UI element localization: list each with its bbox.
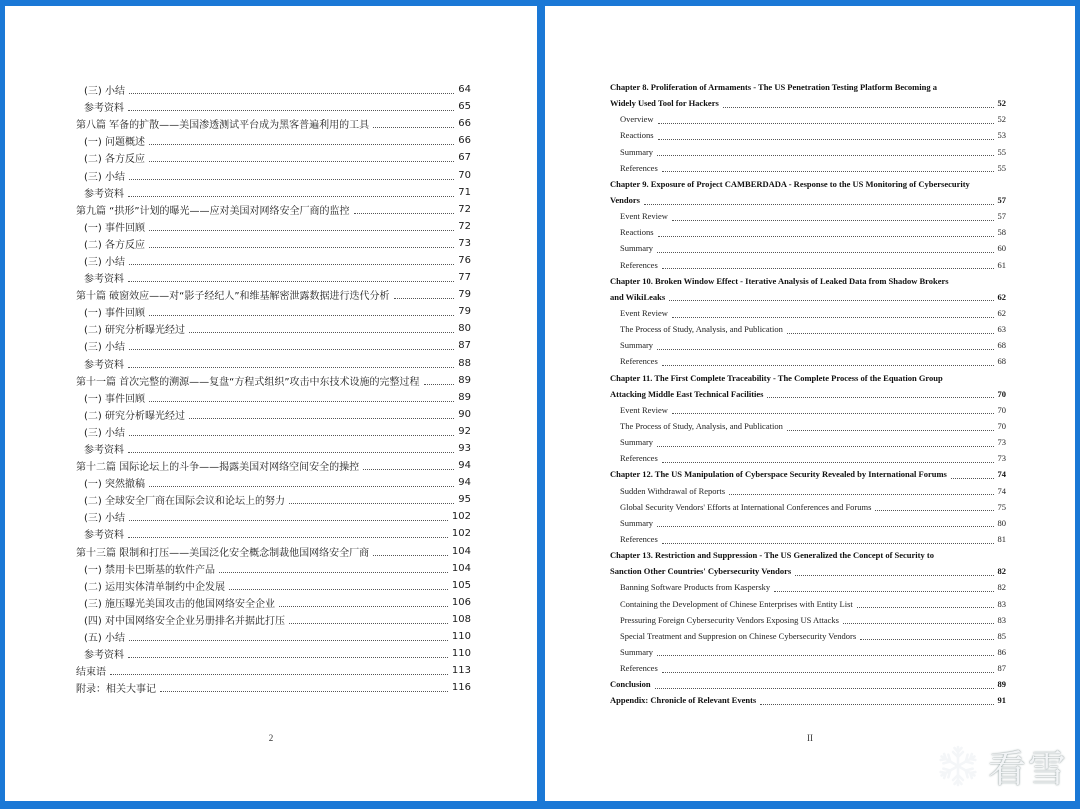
- dot-leader: [354, 213, 455, 214]
- toc-entry-page: 67: [458, 152, 471, 164]
- toc-entry-page: 108: [451, 613, 471, 625]
- toc-entry[interactable]: [610, 450, 1006, 466]
- toc-entry[interactable]: [610, 160, 1006, 176]
- toc-entry-page: 79: [458, 306, 471, 318]
- dot-leader: [658, 139, 994, 140]
- toc-entry[interactable]: [610, 321, 1006, 337]
- toc-entry[interactable]: [76, 525, 471, 542]
- toc-entry-page: 61: [997, 259, 1006, 270]
- toc-entry-page: 89: [458, 374, 471, 386]
- toc-entry-page: 85: [997, 630, 1006, 641]
- toc-entry[interactable]: [76, 184, 471, 201]
- toc-entry[interactable]: [76, 577, 471, 594]
- toc-entry-page: 62: [997, 308, 1006, 319]
- toc-entry[interactable]: [76, 474, 471, 491]
- toc-entry-label: (一) 事件回顾: [84, 390, 147, 405]
- dot-leader: [662, 462, 994, 463]
- toc-entry-page: 58: [997, 227, 1006, 238]
- dot-leader: [787, 430, 994, 431]
- toc-entry[interactable]: [76, 149, 471, 166]
- toc-entry[interactable]: [610, 676, 1006, 692]
- toc-entry-page: 75: [997, 501, 1006, 512]
- dot-leader: [875, 510, 993, 511]
- dot-leader: [795, 575, 993, 576]
- toc-entry-label: Summary: [620, 646, 654, 657]
- toc-entry-label: 参考资料: [84, 441, 126, 456]
- toc-entry-label: Chapter 10. Broken Window Effect - Iterative Analysis of Leaked Data from Shadow Brokers: [610, 275, 949, 286]
- toc-entry-label: (三) 小结: [84, 509, 127, 524]
- toc-entry-page: 73: [997, 437, 1006, 448]
- toc-entry[interactable]: [76, 662, 471, 679]
- toc-entry[interactable]: [610, 127, 1006, 143]
- toc-entry-page: 110: [451, 631, 471, 643]
- toc-entry-page: 53: [997, 130, 1006, 141]
- dot-leader: [149, 247, 454, 248]
- toc-entry-page: 52: [997, 114, 1006, 125]
- toc-entry-label: Containing the Development of Chinese Enterprises with Entity List: [620, 598, 853, 609]
- dot-leader: [657, 349, 993, 350]
- toc-entry-page: 70: [997, 388, 1006, 399]
- toc-entry[interactable]: [76, 611, 471, 628]
- toc-entry-label: 参考资料: [84, 526, 126, 541]
- toc-entry-page: 92: [458, 425, 471, 437]
- dot-leader: [129, 179, 454, 180]
- dot-leader: [658, 236, 994, 237]
- dot-leader: [394, 298, 455, 299]
- toc-entry-page: 94: [458, 477, 471, 489]
- toc-entry[interactable]: [76, 166, 471, 183]
- toc-entry-page: 72: [458, 220, 471, 232]
- toc-entry-page: 66: [458, 118, 471, 130]
- dot-leader: [289, 503, 454, 504]
- dot-leader: [128, 281, 454, 282]
- toc-entry-page: 70: [997, 421, 1006, 432]
- toc-entry-label: Summary: [620, 243, 654, 254]
- toc-entry-label: 第九篇 “拱形”计划的曝光——应对美国对网络安全厂商的监控: [76, 202, 352, 217]
- dot-leader: [149, 230, 454, 231]
- toc-entry[interactable]: [610, 257, 1006, 273]
- toc-entry[interactable]: [76, 235, 471, 252]
- toc-entry-label: 参考资料: [84, 185, 126, 200]
- toc-entry[interactable]: [610, 499, 1006, 515]
- toc-entry[interactable]: [76, 201, 471, 218]
- dot-leader: [951, 478, 994, 479]
- dot-leader: [149, 315, 454, 316]
- dot-leader: [189, 418, 454, 419]
- dot-leader: [723, 107, 994, 108]
- dot-leader: [128, 196, 454, 197]
- toc-entry[interactable]: [76, 252, 471, 269]
- toc-entry[interactable]: [610, 547, 1006, 563]
- toc-entry-label: (三) 小结: [84, 82, 127, 97]
- toc-entry[interactable]: [610, 628, 1006, 644]
- toc-entry-label: Sudden Withdrawal of Reports: [620, 485, 726, 496]
- dot-leader: [843, 623, 994, 624]
- dot-leader: [655, 688, 994, 689]
- toc-entry-label: (二) 研究分析曝光经过: [84, 321, 187, 336]
- dot-leader: [774, 591, 993, 592]
- toc-entry-label: 结束语: [76, 663, 108, 678]
- dot-leader: [129, 93, 454, 94]
- toc-entry-page: 87: [997, 663, 1006, 674]
- left-page: [5, 6, 537, 801]
- dot-leader: [729, 494, 993, 495]
- toc-entry[interactable]: [76, 508, 471, 525]
- toc-entry[interactable]: [610, 144, 1006, 160]
- page-number: II: [807, 733, 813, 743]
- dot-leader: [149, 144, 454, 145]
- toc-entry-page: 66: [458, 135, 471, 147]
- toc-entry-page: 79: [458, 289, 471, 301]
- dot-leader: [129, 520, 448, 521]
- dot-leader: [128, 537, 448, 538]
- toc-entry-label: and WikiLeaks: [610, 291, 666, 302]
- toc-entry-page: 82: [997, 582, 1006, 593]
- dot-leader: [657, 252, 993, 253]
- toc-entry-label: Chapter 11. The First Complete Traceability - The Complete Process of the Equation Group: [610, 372, 943, 383]
- toc-entry[interactable]: [610, 531, 1006, 547]
- dot-leader: [128, 110, 454, 111]
- dot-leader: [662, 543, 994, 544]
- toc-entry-page: 68: [997, 356, 1006, 367]
- toc-entry-page: 76: [458, 254, 471, 266]
- toc-entry-label: Vendors: [610, 195, 640, 206]
- watermark: [936, 738, 1068, 793]
- toc-entry-page: 55: [997, 146, 1006, 157]
- toc-entry-page: 87: [458, 340, 471, 352]
- toc-entry-label: (三) 小结: [84, 338, 127, 353]
- toc-entry[interactable]: [76, 320, 471, 337]
- toc-entry-page: 94: [458, 460, 471, 472]
- toc-entry-page: 73: [458, 237, 471, 249]
- dot-leader: [662, 365, 994, 366]
- toc-entry[interactable]: [610, 692, 1006, 708]
- toc-entry-label: 参考资料: [84, 356, 126, 371]
- toc-entry-page: 70: [997, 404, 1006, 415]
- dot-leader: [662, 268, 994, 269]
- toc-entry[interactable]: [610, 579, 1006, 595]
- dot-leader: [669, 300, 993, 301]
- toc-entry[interactable]: [610, 515, 1006, 531]
- toc-entry[interactable]: [610, 224, 1006, 240]
- toc-entry-label: 第八篇 军备的扩散——美国渗透测试平台成为黑客普遍利用的工具: [76, 116, 371, 131]
- toc-entry[interactable]: [76, 645, 471, 662]
- toc-entry[interactable]: [76, 337, 471, 354]
- toc-entry-page: 68: [997, 340, 1006, 351]
- toc-entry[interactable]: [610, 563, 1006, 579]
- dot-leader: [129, 264, 454, 265]
- page-number: 2: [268, 733, 274, 743]
- toc-entry-label: Summary: [620, 437, 654, 448]
- toc-entry-page: 73: [997, 453, 1006, 464]
- toc-entry[interactable]: [76, 115, 471, 132]
- toc-entry-page: 89: [997, 679, 1006, 690]
- toc-entry[interactable]: [76, 269, 471, 286]
- toc-entry-label: (三) 小结: [84, 168, 127, 183]
- toc-entry[interactable]: [76, 389, 471, 406]
- dot-leader: [657, 655, 993, 656]
- toc-entry-page: 80: [997, 517, 1006, 528]
- dot-leader: [149, 401, 454, 402]
- dot-leader: [129, 435, 454, 436]
- toc-entry-label: 第十一篇 首次完整的溯源——复盘“方程式组织”攻击中东技术设施的完整过程: [76, 373, 422, 388]
- toc-entry-page: 83: [997, 614, 1006, 625]
- toc-entry-label: Event Review: [620, 404, 668, 415]
- toc-entry-label: (一) 问题概述: [84, 133, 147, 148]
- toc-entry[interactable]: [76, 440, 471, 457]
- toc-entry-page: 71: [458, 186, 471, 198]
- toc-entry[interactable]: [610, 353, 1006, 369]
- toc-entry-label: (二) 各方反应: [84, 236, 147, 251]
- toc-entry[interactable]: [76, 355, 471, 372]
- toc-entry-label: Global Security Vendors' Efforts at International Conferences and Forums: [620, 501, 872, 512]
- toc-entry-page: 90: [458, 408, 471, 420]
- toc-entry-page: 106: [451, 596, 471, 608]
- toc-entry-page: 104: [451, 545, 471, 557]
- dot-leader: [160, 691, 448, 692]
- toc-entry-label: 第十三篇 限制和打压——美国泛化安全概念制裁他国网络安全厂商: [76, 544, 371, 559]
- dot-leader: [657, 526, 993, 527]
- dot-leader: [149, 486, 454, 487]
- toc-entry-page: 82: [997, 566, 1006, 577]
- toc-entry-label: 参考资料: [84, 270, 126, 285]
- toc-entry[interactable]: [610, 240, 1006, 256]
- toc-entry-label: Event Review: [620, 308, 668, 319]
- toc-entry-label: The Process of Study, Analysis, and Publication: [620, 421, 783, 432]
- toc-entry[interactable]: [76, 423, 471, 440]
- toc-entry-label: References: [620, 356, 658, 367]
- dot-leader: [128, 657, 448, 658]
- toc-entry-label: (二) 研究分析曝光经过: [84, 407, 187, 422]
- dot-leader: [128, 452, 454, 453]
- toc-entry-page: 91: [997, 695, 1006, 706]
- toc-entry-label: Sanction Other Countries' Cybersecurity Vendors: [610, 566, 792, 577]
- toc-entry-page: 105: [451, 579, 471, 591]
- toc-entry-label: References: [620, 259, 658, 270]
- toc-entry[interactable]: [76, 218, 471, 235]
- toc-entry-page: 70: [458, 169, 471, 181]
- toc-entry[interactable]: [610, 660, 1006, 676]
- toc-entry-label: Conclusion: [610, 679, 651, 690]
- toc-entry-label: 第十篇 破窗效应——对“影子经纪人”和维基解密泄露数据进行迭代分析: [76, 287, 392, 302]
- toc-entry-label: Appendix: Chronicle of Relevant Events: [610, 695, 757, 706]
- toc-entry-label: (三) 小结: [84, 253, 127, 268]
- dot-leader: [219, 572, 448, 573]
- toc-entry-page: 57: [997, 195, 1006, 206]
- dot-leader: [787, 333, 994, 334]
- dot-leader: [658, 123, 994, 124]
- toc-entry-page: 113: [451, 665, 471, 677]
- dot-leader: [110, 674, 448, 675]
- dot-leader: [644, 204, 994, 205]
- toc-entry-page: 72: [458, 203, 471, 215]
- toc-entry-page: 60: [997, 243, 1006, 254]
- toc-entry-page: 55: [997, 162, 1006, 173]
- dot-leader: [662, 171, 994, 172]
- dot-leader: [373, 555, 448, 556]
- toc-entry[interactable]: [610, 370, 1006, 386]
- table-of-contents-english: [545, 79, 1075, 708]
- toc-entry[interactable]: [610, 176, 1006, 192]
- dot-leader: [424, 384, 455, 385]
- toc-entry-page: 104: [451, 562, 471, 574]
- toc-entry-label: Chapter 12. The US Manipulation of Cyberspace Security Revealed by International Forums: [610, 469, 947, 480]
- toc-entry-label: Attacking Middle East Technical Facilities: [610, 388, 764, 399]
- toc-entry-page: 102: [451, 528, 471, 540]
- toc-entry[interactable]: [610, 111, 1006, 127]
- toc-entry[interactable]: [76, 372, 471, 389]
- dot-leader: [149, 161, 454, 162]
- toc-entry-label: Summary: [620, 340, 654, 351]
- toc-entry[interactable]: [610, 596, 1006, 612]
- toc-entry-label: (一) 禁用卡巴斯基的软件产品: [84, 561, 217, 576]
- toc-entry-label: References: [620, 534, 658, 544]
- toc-entry[interactable]: [610, 273, 1006, 289]
- toc-entry-label: Special Treatment and Suppresion on Chinese Cybersecurity Vendors: [620, 630, 857, 641]
- toc-entry-page: 93: [458, 443, 471, 455]
- toc-entry-label: Chapter 9. Exposure of Project CAMBERDADA - Response to the US Monitoring of Cybersecurity: [610, 178, 970, 189]
- dot-leader: [373, 127, 454, 128]
- toc-entry[interactable]: [610, 644, 1006, 660]
- toc-entry[interactable]: [76, 594, 471, 611]
- dot-leader: [672, 220, 994, 221]
- toc-entry[interactable]: [610, 289, 1006, 305]
- toc-entry-page: 102: [451, 511, 471, 523]
- dot-leader: [672, 413, 994, 414]
- dot-leader: [128, 367, 454, 368]
- toc-entry-page: 63: [997, 324, 1006, 335]
- toc-entry-label: Reactions: [620, 130, 654, 141]
- toc-entry-label: Reactions: [620, 227, 654, 238]
- snowflake-icon: [936, 744, 980, 788]
- toc-entry-page: 88: [458, 357, 471, 369]
- toc-entry-page: 62: [997, 291, 1006, 302]
- toc-entry[interactable]: [610, 483, 1006, 499]
- toc-entry[interactable]: [76, 543, 471, 560]
- toc-entry[interactable]: [610, 95, 1006, 111]
- toc-entry-label: (二) 全球安全厂商在国际会议和论坛上的努力: [84, 492, 287, 507]
- dot-leader: [657, 155, 993, 156]
- right-page: [545, 6, 1075, 801]
- toc-entry[interactable]: [610, 466, 1006, 482]
- toc-entry-label: Summary: [620, 146, 654, 157]
- toc-entry[interactable]: [76, 457, 471, 474]
- toc-entry[interactable]: [610, 612, 1006, 628]
- toc-entry-label: (四) 对中国网络安全企业另册排名并据此打压: [84, 612, 287, 627]
- toc-entry[interactable]: [610, 79, 1006, 95]
- toc-entry[interactable]: [76, 303, 471, 320]
- toc-entry-label: (五) 小结: [84, 629, 127, 644]
- dot-leader: [767, 397, 993, 398]
- toc-entry[interactable]: [76, 628, 471, 645]
- toc-entry-page: 74: [997, 469, 1006, 480]
- toc-entry-page: 86: [997, 646, 1006, 657]
- toc-entry-label: 参考资料: [84, 646, 126, 661]
- toc-entry-label: 参考资料: [84, 99, 126, 114]
- toc-entry-label: (一) 突然撤稿: [84, 475, 147, 490]
- toc-entry-page: 89: [458, 391, 471, 403]
- toc-entry-label: References: [620, 162, 658, 173]
- toc-entry[interactable]: [76, 286, 471, 303]
- toc-entry-label: (一) 事件回顾: [84, 304, 147, 319]
- toc-entry-label: Banning Software Products from Kaspersky: [620, 582, 771, 593]
- toc-entry-page: 110: [451, 648, 471, 660]
- toc-entry[interactable]: [610, 434, 1006, 450]
- dot-leader: [363, 469, 454, 470]
- toc-entry-page: 81: [997, 534, 1006, 544]
- toc-entry-page: 65: [458, 101, 471, 113]
- toc-entry[interactable]: [76, 98, 471, 115]
- toc-entry[interactable]: [76, 560, 471, 577]
- toc-entry-label: Widely Used Tool for Hackers: [610, 98, 719, 109]
- toc-entry-page: 57: [997, 211, 1006, 222]
- toc-entry[interactable]: [610, 386, 1006, 402]
- toc-entry-label: (三) 施压曝光美国攻击的他国网络安全企业: [84, 595, 277, 610]
- toc-entry[interactable]: [610, 418, 1006, 434]
- table-of-contents-chinese: [5, 81, 537, 696]
- toc-entry-label: Event Review: [620, 211, 668, 222]
- toc-entry[interactable]: [76, 132, 471, 149]
- toc-entry[interactable]: [76, 406, 471, 423]
- toc-entry-label: Pressuring Foreign Cybersecurity Vendors Exposing US Attacks: [620, 614, 839, 625]
- toc-entry[interactable]: [76, 491, 471, 508]
- toc-entry-page: 80: [458, 323, 471, 335]
- toc-entry[interactable]: [610, 208, 1006, 224]
- toc-entry-page: 52: [997, 98, 1006, 109]
- toc-entry-label: References: [620, 453, 658, 464]
- dot-leader: [672, 317, 994, 318]
- dot-leader: [662, 672, 994, 673]
- dot-leader: [129, 349, 454, 350]
- toc-entry-label: 第十二篇 国际论坛上的斗争——揭露美国对网络空间安全的操控: [76, 458, 361, 473]
- toc-entry-label: Overview: [620, 114, 654, 125]
- dot-leader: [129, 640, 448, 641]
- toc-entry-page: 77: [458, 272, 471, 284]
- toc-entry-page: 74: [997, 485, 1006, 496]
- toc-entry-label: Summary: [620, 517, 654, 528]
- toc-entry[interactable]: [76, 679, 471, 696]
- dot-leader: [289, 623, 448, 624]
- toc-entry-label: The Process of Study, Analysis, and Publication: [620, 324, 783, 335]
- toc-entry-label: (三) 小结: [84, 424, 127, 439]
- toc-entry[interactable]: [610, 337, 1006, 353]
- toc-entry-label: References: [620, 663, 658, 674]
- toc-entry-page: 116: [451, 682, 471, 694]
- toc-entry-label: Chapter 8. Proliferation of Armaments - The US Penetration Testing Platform Becoming a: [610, 82, 937, 93]
- toc-entry[interactable]: [610, 305, 1006, 321]
- dot-leader: [279, 606, 448, 607]
- dot-leader: [229, 589, 448, 590]
- dot-leader: [857, 607, 994, 608]
- toc-entry-label: (二) 各方反应: [84, 150, 147, 165]
- toc-entry-label: (一) 事件回顾: [84, 219, 147, 234]
- toc-entry-page: 64: [458, 84, 471, 96]
- dot-leader: [657, 446, 993, 447]
- dot-leader: [189, 332, 454, 333]
- toc-entry-label: (二) 运用实体清单制约中企发展: [84, 578, 227, 593]
- toc-entry-page: 83: [997, 598, 1006, 609]
- toc-entry-label: Chapter 13. Restriction and Suppression - The US Generalized the Concept of Security to: [610, 550, 934, 561]
- dot-leader: [860, 639, 993, 640]
- toc-entry-label: 附录：相关大事记: [76, 680, 158, 695]
- toc-entry[interactable]: [610, 192, 1006, 208]
- toc-entry[interactable]: [76, 81, 471, 98]
- watermark-text: 看雪: [987, 747, 1068, 791]
- toc-entry[interactable]: [610, 402, 1006, 418]
- dot-leader: [760, 704, 993, 705]
- toc-entry-page: 95: [458, 494, 471, 506]
